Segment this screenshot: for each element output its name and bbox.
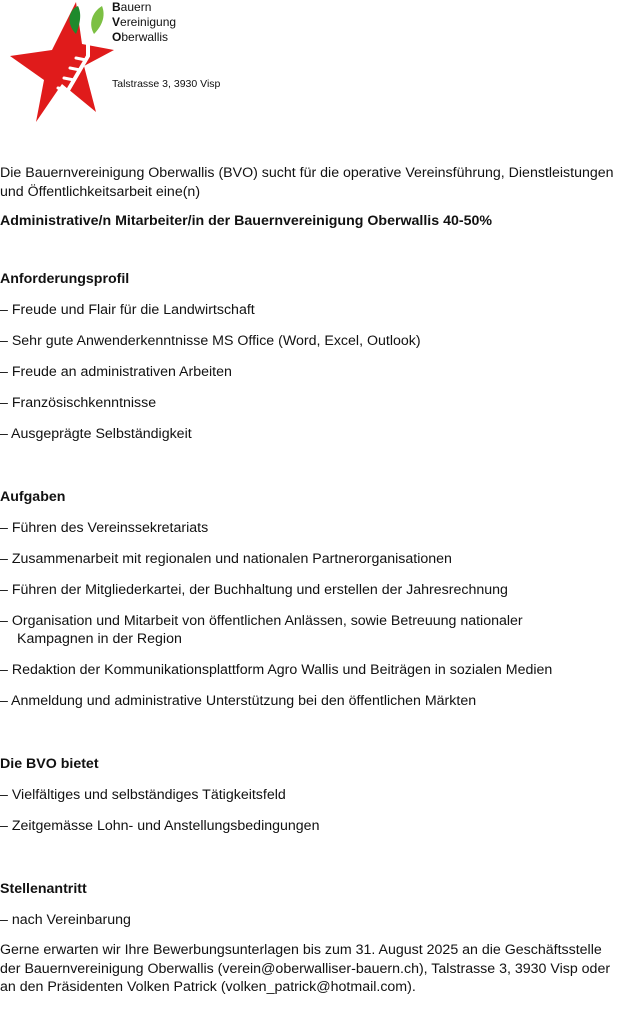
- requirement-item: – Französischkenntnisse: [0, 395, 157, 411]
- start-list: [0, 911, 617, 929]
- offer-section: [0, 755, 617, 835]
- task-item-line-2: Kampagnen in der Region: [17, 631, 182, 647]
- tasks-list: [0, 519, 617, 710]
- logo-address: Talstrasse 3, 3930 Visp: [112, 78, 221, 90]
- requirement-item: – Freude an administrativen Arbeiten: [0, 364, 232, 380]
- job-posting-body: [0, 164, 617, 997]
- task-item: [0, 612, 617, 648]
- logo-name-line-2: Vereinigung: [112, 15, 177, 29]
- requirement-item: – Ausgeprägte Selbständigkeit: [0, 426, 192, 442]
- requirements-section: [0, 270, 617, 443]
- closing-paragraph: Gerne erwarten wir Ihre Bewerbungsunterlagen bis zum 31. August 2025 an die Geschäftsstelle der Bauernvereinigung Oberwallis (verein@oberwalliser-bauern.ch), Talstrasse 3, 3930 Visp oder an den Präsidenten Volken Patrick (volken_patrick@hotmail.com).: [0, 942, 611, 995]
- star-leaf-emblem: [6, 0, 116, 125]
- requirement-item: – Freude und Flair für die Landwirtschaft: [0, 302, 255, 318]
- logo-organization-name: [112, 0, 176, 45]
- wheat-grain-1: [76, 58, 86, 60]
- tasks-heading: Aufgaben: [0, 489, 66, 505]
- intro-paragraph: Die Bauernvereinigung Oberwallis (BVO) sucht für die operative Vereinsführung, Dienstleistungen und Öffentlichkeitsarbeit eine(n): [0, 165, 614, 200]
- bvo-logo: [6, 0, 236, 125]
- offer-item: – Zeitgemässe Lohn- und Anstellungsbedingungen: [0, 818, 320, 834]
- wheat-grain-3: [64, 78, 74, 80]
- green-leaf-right: [91, 6, 103, 34]
- task-item: – Führen der Mitgliederkartei, der Buchhaltung und erstellen der Jahresrechnung: [0, 582, 508, 598]
- task-item-line-1: – Organisation und Mitarbeit von öffentlichen Anlässen, sowie Betreuung nationaler: [0, 613, 523, 629]
- task-item: – Redaktion der Kommunikationsplattform Agro Wallis und Beiträgen in sozialen Medien: [0, 662, 553, 678]
- offer-heading: Die BVO bietet: [0, 756, 99, 772]
- task-item: – Anmeldung und administrative Unterstützung bei den öffentlichen Märkten: [0, 693, 477, 709]
- start-section: [0, 880, 617, 929]
- position-title: Administrative/n Mitarbeiter/in der Bauernvereinigung Oberwallis 40-50%: [0, 213, 492, 229]
- logo-name-line-3: Oberwallis: [112, 30, 169, 44]
- task-item: – Zusammenarbeit mit regionalen und nationalen Partnerorganisationen: [0, 551, 452, 567]
- requirements-heading: Anforderungsprofil: [0, 271, 130, 287]
- start-heading: Stellenantritt: [0, 881, 87, 897]
- requirement-item: – Sehr gute Anwenderkenntnisse MS Office (Word, Excel, Outlook): [0, 333, 421, 349]
- requirements-list: [0, 301, 617, 443]
- offer-item: – Vielfältiges und selbständiges Tätigkeitsfeld: [0, 787, 286, 803]
- logo-name-line-1: Bauern: [112, 0, 152, 14]
- wheat-grain-2: [70, 68, 80, 70]
- start-item: – nach Vereinbarung: [0, 912, 131, 928]
- task-item: – Führen des Vereinssekretariats: [0, 520, 209, 536]
- offer-list: [0, 786, 617, 835]
- tasks-section: [0, 488, 617, 710]
- wheat-grain-4: [58, 88, 68, 90]
